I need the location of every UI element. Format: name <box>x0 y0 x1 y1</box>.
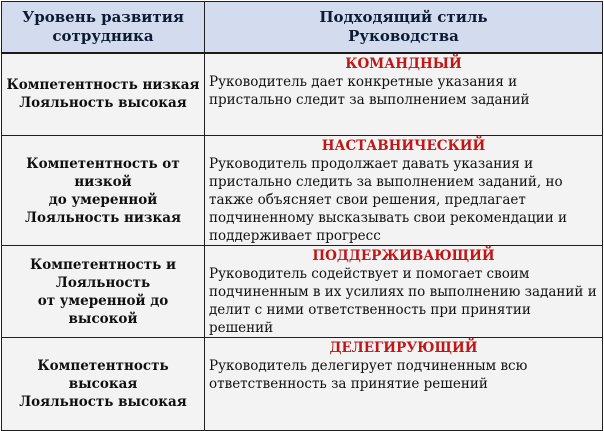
style-name: ДЕЛЕГИРУЮЩИЙ <box>329 340 478 356</box>
header-left-line: сотрудника <box>52 26 154 45</box>
leadership-style-cell <box>205 338 603 431</box>
header-right-line: Подходящий стиль <box>319 7 488 26</box>
level-line: Компетентность низкая <box>6 77 200 94</box>
leadership-style-table <box>1 1 603 431</box>
leadership-style-cell <box>205 53 603 136</box>
leadership-style-cell <box>205 136 603 246</box>
level-line: до умеренной <box>48 191 158 208</box>
table-row <box>2 136 603 246</box>
level-line: Лояльность <box>55 274 151 291</box>
employee-level-cell <box>2 246 205 338</box>
style-name: ПОДДЕРЖИВАЮЩИЙ <box>312 248 495 264</box>
employee-level-cell <box>2 136 205 246</box>
header-leadership-style <box>205 2 603 53</box>
employee-level-cell <box>2 53 205 136</box>
level-line: Компетентность высокая <box>37 358 169 392</box>
style-name: КОМАНДНЫЙ <box>345 55 462 72</box>
level-line: от умеренной до высокой <box>37 292 169 327</box>
header-right-line: Руководства <box>348 26 459 45</box>
leadership-style-cell <box>205 246 603 338</box>
style-description: Руководитель продолжает давать указания и пристально следить за выполнением заданий, но также объясняет свои решения, предлагает подчиненному высказывать свои рекомендации и поддерживает прогресс <box>209 156 568 244</box>
employee-level-cell <box>2 338 205 431</box>
style-description: Руководитель содействует и помогает своим подчиненным в их усилиях по выполнению заданий и делит с ними ответственность при принятии решений <box>209 266 597 336</box>
table-header-row <box>2 2 603 53</box>
table-row <box>2 246 603 338</box>
header-employee-level <box>2 2 205 53</box>
level-line: Лояльность высокая <box>19 394 187 410</box>
header-left-line: Уровень развития <box>22 7 184 26</box>
style-description: Руководитель делегирует подчиненным всю ответственность за принятие решений <box>209 358 528 392</box>
table-row <box>2 53 603 136</box>
level-line: Компетентность от низкой <box>26 155 180 190</box>
style-name: НАСТАВНИЧЕСКИЙ <box>321 138 486 154</box>
style-description: Руководитель дает конкретные указания и пристально следит за выполнением заданий <box>209 73 530 108</box>
table-row <box>2 338 603 431</box>
level-line: Лояльность низкая <box>25 209 181 226</box>
level-line: Лояльность высокая <box>19 95 187 112</box>
level-line: Компетентность и <box>29 256 177 273</box>
